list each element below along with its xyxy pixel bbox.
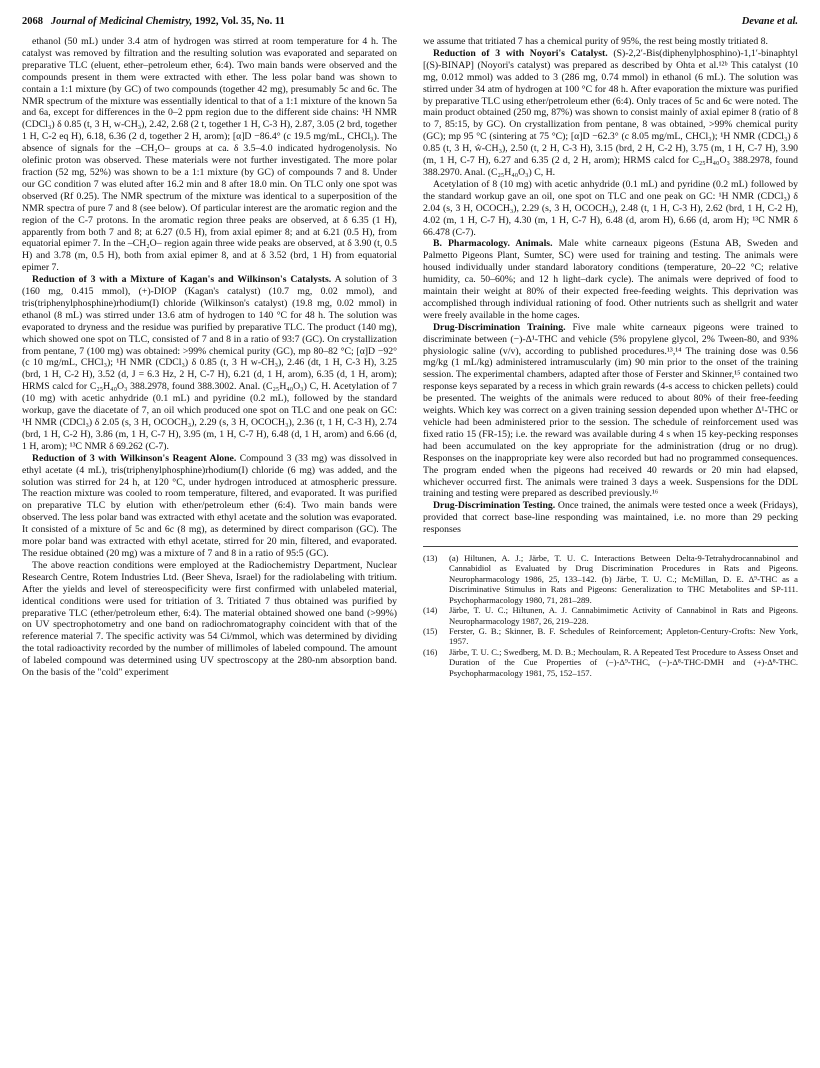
paragraph bbox=[22, 560, 397, 679]
paragraph-text: Five male white carneaux pigeons were trained to discriminate between (−)-Δ¹-THC and vehicle (5% propylene glycol, 2% Tween-80, and 93% physiologic saline (v/v), according to published procedures.¹³,¹⁴ The training dose was 0.56 mg/kg (1 mL/kg) administered intramuscularly (im) 90 min prior to the onset of the training session. The experimental chambers, adapted after those of Ferster and Skinner,¹⁵ contained two response keys separated by a recess in which grain rewards (4-s access to chicken pellets) could be presented. The weights of the animals were reduced to about 80% of their free-feeding weights. Which key was correct on a given training session depended upon whether Δ¹-THC or vehicle had been administered prior to the session. The schedule of reinforcement used was fixed ratio 15 (FR-15); i.e. the reward was available during 4 s when 15 key-pecking responses had been accumulated on the key appropriate for the administration (drug or no drug). Responses on the inappropriate key were also recorded but had no programmed consequences. The program ended when the pigeons had received 40 rewards or 20 min had elapsed, whichever occurred first. The animals were trained 3 days a week. Suspensions for the DDL training and testing were prepared as described previously.¹⁶ bbox=[423, 321, 798, 500]
reference-text: Järbe, T. U. C.; Swedberg, M. D. B.; Mechoulam, R. A Repeated Test Procedure to Assess Onset and Duration of the Cue Properties of (−)-Δ⁹-THC, (−)-Δ⁸-THC-DMH and (+)-Δ⁸-THC. Psychopharmacology 1981, 75, 152–157. bbox=[449, 646, 798, 678]
paragraph-text: (S)-2,2′-Bis(diphenylphosphino)-1,1′-binaphtyl [(S)-BINAP] (Noyori's catalyst) was prepared as described by Ohta et al.¹²ᵇ This catalyst (10 mg, 0.012 mmol) was added to 3 (286 mg, 0.74 mmol) in ethanol (6 mL). The solution was stirred under 34 atm of hydrogen at 100 °C for 48 h. After evaporation the mixture was purified by preparative TLC using ether/petroleum ether (6:4). Only traces of 5c and 6c were noted. The main product obtained (250 mg, 87%) was shown to consist mainly of axial epimer 8 (ratio of 8 to 7, 85:15, by GC). On crystallization from pentane, 8 was obtained, >99% chemical purity (GC); mp 95 °C (sintering at 75 °C); [α]D −62.3° (c 8.05 mg/mL, CHCl₃); ¹H NMR (CDCl₃) δ 0.85 (t, 3 H, ŵ-CH₃), 2.50 (t, 2 H, C-3 H), 3.15 (brd, 2 H, C-2 H), 3.75 (m, 1 H, C-7 H), 3.90 (m, 1 H, C-7 H), 6.27 and 6.35 (2 d, 2 H, arom); HRMS calcd for C₂₅H₄₀O₃ 388.2978, found 388.2970. Anal. (C₂₅H₄₀O₃) C, H. bbox=[423, 47, 798, 178]
references-list bbox=[423, 546, 798, 678]
reference-item bbox=[423, 605, 798, 626]
paragraph-text: Compound 3 (33 mg) was dissolved in ethyl acetate (4 mL), tris(triphenylphosphine)rhodium(I) chloride (6 mg) was added, and the solution was stirred for 24 h, at 120 °C, under hydrogen introduced at atmospheric pressure. The reaction mixture was cooled to room temperature, filtered, and evaporated. It was purified on preparative TLC by elution with ether/petroleum ether (6:4). Two main bands were observed. The less polar band was extracted with ethyl acetate and the solution was evaporated. It consisted of a mixture of 5c and 6c (8 mg), as determined by direct comparison (GC). The more polar band was extracted with ethyl acetate, stirred for 20 min, filtered, and evaporated. The residue obtained (20 mg) was a mixture of 7 and 8 in a ratio of 95:5 (GC). bbox=[22, 452, 398, 559]
paragraph-text: The above reaction conditions were employed at the Radiochemistry Department, Nuclear Research Centre, Rotem Industries Ltd. (Beer Sheva, Israel) for the radiolabeling with tritium. After the yields and level of stereospecificity were first confirmed with unlabeled material, identical conditions were used for tritiation of 3. Tritiated 7 thus obtained was purified by preparative TLC (ether/petroleum ether, 6:4). The material obtained showed one band (>99%) on UV spectrophotometry and one band on radiochromatography coincident with that of the reference material 7. The specific activity was 54 Ci/mmol, which was determined by dividing the total radioactivity recorded by the number of millimoles of labeled compound. The amount of labeled compound was determined using UV spectroscopy at the 280-nm absorption band. On the basis of the "cold" experiment bbox=[22, 559, 397, 679]
reference-number: (15) bbox=[423, 625, 438, 636]
paragraph-text: ethanol (50 mL) under 3.4 atm of hydrogen was stirred at room temperature for 4 h. The catalyst was removed by filtration and the resulting solution was evaporated and separated on preparative TLC (eluent, ether–petroleum ether, 6:4). Two main bands were observed and the compounds present in them were extracted with ether. The less polar band was shown to contain a 1:1 mixture (by GC) of two compounds (together 42 mg), presumably 5c and 6c. The NMR spectrum of the mixture was essentially identical to that of a 1:1 mixture of the known 5a and 6a, except for differences in the 0–2 ppm region due to the different side chains: ¹H NMR (CDCl₃) δ 0.85 (t, 3 H, w-CH₃), 2.42, 2.68 (2 t, together 1 H, C-3 H), 2.87, 3.05 (2 brd, together 1 H, C-2 eq H), 6.18, 6.36 (2 d, together 2 H, arom); [α]D −86.4° (c 19.5 mg/mL, CHCl₃). The absence of signals for the –CH₂O– groups at ca. δ 3.5–4.0 indicated hydrogenolysis. No olefinic proton was observed. These materials were not further investigated. The more polar fraction (52 mg, 52%) was shown to be a 1:1 mixture (by GC) of compounds 7 and 8. Under our GC condition 7 was eluted after 16.2 min and 8 after 18.0 min. On TLC only one spot was observed (Rf 0.25). The NMR spectrum of the mixture was identical to a superposition of the NMR spectra of pure 7 and 8 (see below). Of particular interest are the aromatic region and the region of the C-7 protons. In the aromatic region three peaks are observed, at δ 6.35 (1 H), apparently from both 7 and 8; at 6.27 (0.5 H), from axial epimer 8; and at 6.21 (0.5 H), from equatorial epimer 7. In the –CH₂O– region again three wide peaks are observed, at δ 3.90 (t, 0.5 H) and 3.78 (m, 0.5 H), both from axial epimer 8, and at δ 3.52 (brd, 1 H) from equatorial epimer 7. bbox=[22, 36, 397, 274]
paragraph-heading: Reduction of 3 with Noyori's Catalyst. bbox=[433, 47, 608, 59]
paragraph-text: Male white carneaux pigeons (Estuna AB, Sweden and Palmetto Pigeons Plant, Sumter, SC) were used for training and testing. The animals were housed individually under standard laboratory conditions (temperature, 20–22 °C; relative humidity, ca. 50–60%; and 12 h light–dark cycle). The animals were deprived of food to maintain their weight at 80% of their expected free-feeding weights. This deprivation was accomplished through individual rationing of food. Other nutrients such as shellgrit and water were freely available in the home cages. bbox=[423, 238, 798, 321]
paragraph-text: Once trained, the animals were tested once a week (Fridays), provided that correct base-line responding was maintained, i.e. no more than 29 pecking responses bbox=[423, 500, 798, 536]
reference-text: Järbe, T. U. C.; Hiltunen, A. J. Cannabimimetic Activity of Cannabinol in Rats and Pigeons. Neuropharmacology 1987, 26, 219–228. bbox=[449, 605, 798, 626]
paragraph bbox=[423, 36, 798, 48]
paragraph bbox=[22, 274, 397, 453]
paragraph bbox=[22, 36, 397, 274]
reference-text: (a) Hiltunen, A. J.; Järbe, T. U. C. Interactions Between Delta-9-Tetrahydrocannabinol and Cannabidiol as Evaluated by Drug Discrimination Procedures in Rats and Pigeons. Neuropharmacology 1986, 25, 133–142. (b) Järbe, T. U. C.; McMillan, D. E. Δ⁹-THC as a Discriminative Stimulus in Rats and Pigeons: Generalization to THC Metabolites and SP-111. Psychopharmacology 1980, 71, 281–289. bbox=[449, 553, 798, 605]
paragraph-text: we assume that tritiated 7 has a chemical purity of 95%, the rest being mostly tritiated 8. bbox=[423, 36, 768, 47]
reference-number: (16) bbox=[423, 646, 438, 657]
paragraph bbox=[22, 453, 397, 560]
reference-item bbox=[423, 553, 798, 605]
header-authors: Devane et al. bbox=[741, 16, 798, 27]
paragraph-heading: Drug-Discrimination Training. bbox=[433, 321, 566, 333]
paragraph bbox=[423, 179, 798, 239]
reference-number: (13) bbox=[423, 553, 438, 564]
paragraph-text: A solution of 3 (160 mg, 0.415 mmol), (+)-DIOP (Kagan's catalyst) (10.7 mg, 0.02 mmol), and tris(triphenylphosphine)rhodium(I) chloride (Wilkinson's catalyst) (19.8 mg, 0.02 mmol) in ethanol (8 mL) was stirred under 13.6 atm of hydrogen to 140 °C for 48 h. The solution was evaporated to dryness and the residue was purified by preparative TLC. The product (140 mg), which showed one spot on TLC, consisted of 7 and 8 in a ratio of 93:7 (GC). On crystallization from pentane, 7 (100 mg) was obtained: >99% chemical purity (GC), mp 80–82 °C; [α]D −92° (c 10 mg/mL, CHCl₃); ¹H NMR (CDCl₃) δ 0.85 (t, 3 H w-CH₃), 2.46 (dt, 1 H, C-3 H), 3.25 (brd, 1 H, C-2 H), 3.52 (d, J = 6.3 Hz, 2 H, C-7 H), 6.21 (d, 1 H, arom), 6.35 (d, 1 H, arom); HRMS calcd for C₂₅H₄₀O₃ 388.2978, found 388.3002. Anal. (C₂₅H₄₀O₃) C, H. Acetylation of 7 (10 mg) with acetic anhydride (0.1 mL) and pyridine (0.2 mL), followed by the standard workup, gave the diacetate of 7, an oil which produced one spot on TLC and one peak on GC: ¹H NMR (CDCl₃) δ 2.05 (s, 3 H, OCOCH₃), 2.29 (s, 3 H, OCOCH₃), 2.36 (t, 1 H, C-3 H), 2.74 (brd, 1 H, C-2 H), 3.86 (m, 1 H, C-7 H), 3.95 (m, 1 H, C-7 H), 6.48 (d, 1 H, arom) and 6.66 (d, 1 H, arom); ¹³C NMR δ 69.262 (C-7). bbox=[22, 274, 398, 452]
reference-item bbox=[423, 626, 798, 647]
paragraph-heading: Reduction of 3 with Wilkinson's Reagent Alone. bbox=[32, 452, 237, 464]
paragraph bbox=[423, 500, 798, 536]
volume-info: 1992, Vol. 35, No. 11 bbox=[194, 16, 285, 27]
paragraph-heading: Drug-Discrimination Testing. bbox=[433, 500, 556, 512]
paragraph bbox=[423, 48, 798, 179]
reference-item bbox=[423, 647, 798, 678]
journal-name: Journal of Medicinal Chemistry, bbox=[50, 16, 193, 27]
reference-number: (14) bbox=[423, 605, 438, 616]
paragraph bbox=[423, 322, 798, 501]
paragraph-heading: Reduction of 3 with a Mixture of Kagan's and Wilkinson's Catalysts. bbox=[32, 274, 332, 286]
header-left bbox=[22, 16, 285, 27]
paragraph-heading: B. Pharmacology. Animals. bbox=[433, 238, 553, 250]
paragraph-text: Acetylation of 8 (10 mg) with acetic anhydride (0.1 mL) and pyridine (0.2 mL) followed by the standard workup gave an oil, one spot on TLC and one peak on GC: ¹H NMR (CDCl₃) δ 2.04 (s, 3 H, OCOCH₃), 2.29 (s, 3 H, OCOCH₃), 2.48 (t, 1 H, C-3 H), 2.62 (brd, 1 H, C-2 H), 4.02 (m, 1 H, C-7 H), 4.30 (m, 1 H, C-7 H), 6.48 (d, arom H), 6.66 (d, arom H); ¹³C NMR δ 66.478 (C-7). bbox=[423, 178, 798, 238]
running-header bbox=[22, 16, 798, 32]
page-number: 2068 bbox=[22, 16, 43, 27]
reference-text: Ferster, G. B.; Skinner, B. F. Schedules of Reinforcement; Appleton-Century-Crofts: New York, 1957. bbox=[449, 625, 798, 647]
right-column bbox=[423, 36, 798, 678]
paragraph bbox=[423, 238, 798, 321]
left-column bbox=[22, 36, 397, 679]
